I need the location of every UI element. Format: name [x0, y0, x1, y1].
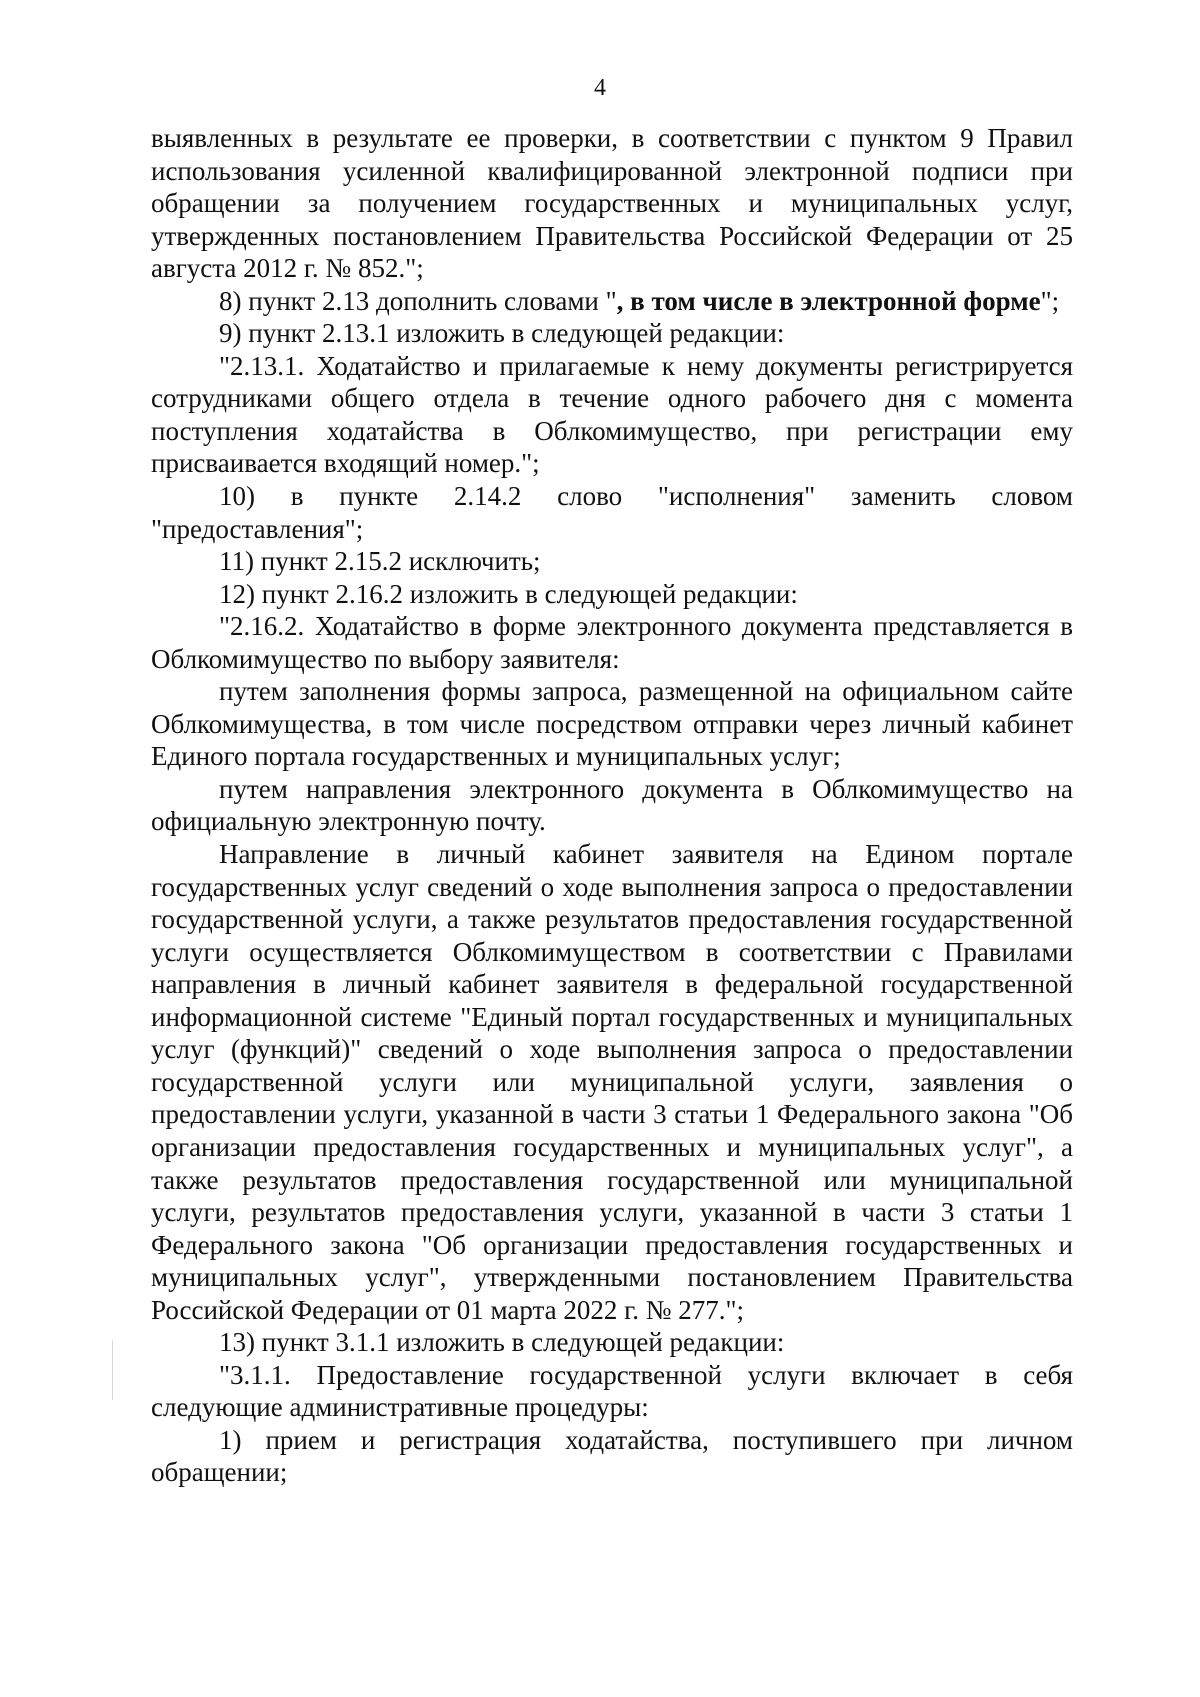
- item-8-text: 8) пункт 2.13 дополнить словами ": [219, 285, 617, 316]
- scan-edge-mark: [112, 1340, 113, 1400]
- paragraph-item-12: 12) пункт 2.16.2 изложить в следующей редакции:: [219, 578, 798, 609]
- paragraph-item-10: 10) в пункте 2.14.2 слово "исполнения" заменить словом "предоставления";: [151, 481, 1073, 544]
- paragraph-2-13-1: "2.13.1. Ходатайство и прилагаемые к нему документы регистрируется сотрудниками общего отдела в течение одного рабочего дня с момента поступления ходатайства в Облкомимущество, при регистрации ему присваивается входящий номер.";: [151, 350, 1073, 479]
- item-8-closing: ";: [1040, 285, 1060, 316]
- paragraph-item-8: [151, 285, 1073, 318]
- paragraph-form-option: путем заполнения формы запроса, размещенной на официальном сайте Облкомимущества, в том числе посредством отправки через личный кабинет Единого портала государственных и муниципальных услуг;: [151, 676, 1073, 772]
- paragraph-continuation: выявленных в результате ее проверки, в соответствии с пунктом 9 Правил использования усиленной квалифицированной электронной подписи при обращении за получением государственных и муниципальных услуг, утвержденных постановлением Правительства Российской Федерации от 25 августа 2012 г. № 852.";: [151, 123, 1073, 284]
- item-8-bold-phrase: , в том числе в электронной форме: [616, 285, 1041, 316]
- paragraph-2-16-2: "2.16.2. Ходатайство в форме электронного документа представляется в Облкомимущество по выбору заявителя:: [151, 611, 1073, 674]
- page-number: 4: [594, 75, 606, 101]
- paragraph-item-11: 11) пункт 2.15.2 исключить;: [219, 546, 541, 577]
- document-body: [151, 122, 1073, 1489]
- paragraph-3-1-1: "3.1.1. Предоставление государственной услуги включает в себя следующие административные процедуры:: [151, 1359, 1073, 1423]
- paragraph-personal-cabinet: Направление в личный кабинет заявителя на Едином портале государственных услуг сведений о ходе выполнения запроса о предоставлении государственной услуги, а также результатов предоставления государственной услуги осуществляется Облкомимуществом в соответствии с Правилами направления в личный кабинет заявителя в федеральной государственной информационной системе "Единый портал государственных и муниципальных услуг (функций)" сведений о ходе выполнения запроса о предоставлении государственной услуги или муниципальной услуги, заявления о предоставлении услуги, указанной в части 3 статьи 1 Федерального закона "Об организации предоставления государственных и муниципальных услуг", а также результатов предоставления государственной или муниципальной услуги, результатов предоставления услуги, указанной в части 3 статьи 1 Федерального закона "Об организации предоставления государственных и муниципальных услуг", утвержденными постановлением Правительства Российской Федерации от 01 марта 2022 г. № 277.";: [151, 839, 1073, 1325]
- paragraph-email-option: путем направления электронного документа в Облкомимущество на официальную электронную почту.: [151, 773, 1073, 837]
- paragraph-item-9: 9) пункт 2.13.1 изложить в следующей редакции:: [219, 318, 785, 349]
- paragraph-procedure-1: 1) прием и регистрация ходатайства, поступившего при личном обращении;: [151, 1424, 1073, 1488]
- paragraph-item-13: 13) пункт 3.1.1 изложить в следующей редакции:: [219, 1327, 785, 1358]
